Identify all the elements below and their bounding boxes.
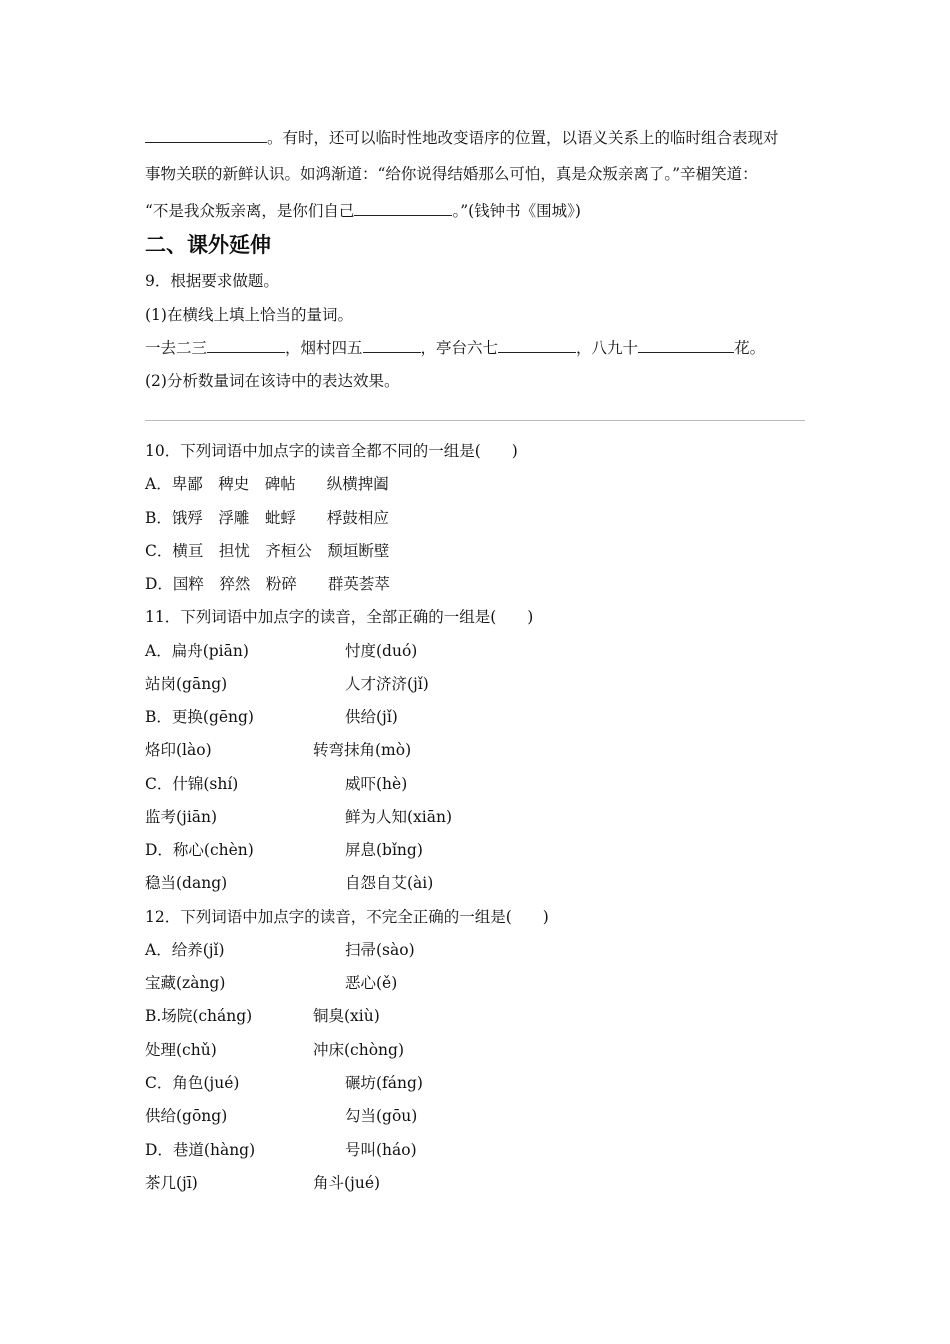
answer-line[interactable] [145, 420, 805, 421]
q11-row: C．什锦(shí) [145, 775, 239, 793]
q12-row: 茶几(jī) [145, 1174, 198, 1192]
q9-stem: 9．根据要求做题。 [145, 272, 279, 290]
q9-poem [145, 338, 765, 358]
q11-row: 人才济济(jǐ) [345, 675, 429, 693]
passage-line-3 [145, 201, 581, 221]
q12-row: 宝藏(zàng) [145, 974, 226, 992]
q10-option-c: C．横亘 担忧 齐桓公 颓垣断壁 [145, 542, 390, 560]
q10-option-d: D．国粹 猝然 粉碎 群英荟萃 [145, 575, 390, 593]
answer-blank[interactable] [363, 338, 421, 353]
q12-row: 号叫(háo) [345, 1141, 417, 1159]
poem-text: 花。 [734, 339, 766, 357]
passage-line-1 [145, 128, 779, 148]
q11-row: A．扁舟(piān) [145, 642, 249, 660]
q11-row: 供给(jǐ) [345, 708, 398, 726]
poem-text: ，烟村四五 [285, 339, 363, 357]
q12-row: 恶心(ě) [345, 974, 398, 992]
answer-blank[interactable] [498, 338, 576, 353]
q12-row: 扫帚(sào) [345, 941, 415, 959]
q11-row: 自怨自艾(ài) [345, 874, 434, 892]
q9-part2: (2)分析数量词在该诗中的表达效果。 [145, 372, 400, 390]
answer-blank[interactable] [145, 128, 267, 143]
q12-row: 勾当(gōu) [345, 1107, 418, 1125]
q11-row: 屏息(bǐng) [345, 841, 423, 859]
q9-part1: (1)在横线上填上恰当的量词。 [145, 306, 353, 324]
passage-line-2: 事物关联的新鲜认识。如鸿渐道：“给你说得结婚那么可怕，真是众叛亲离了。”辛楣笑道： [145, 165, 758, 183]
q11-row: 转弯抹角(mò) [313, 741, 412, 759]
q11-row: 鲜为人知(xiān) [345, 808, 453, 826]
q11-row: 威吓(hè) [345, 775, 408, 793]
q12-row: 碾坊(fáng) [345, 1074, 423, 1092]
answer-blank[interactable] [354, 201, 452, 216]
q11-stem: 11．下列词语中加点字的读音，全部正确的一组是( ) [145, 608, 534, 626]
q12-row: B.场院(cháng) [145, 1007, 253, 1025]
answer-blank[interactable] [638, 338, 734, 353]
q11-row: 忖度(duó) [345, 642, 418, 660]
q11-row: D．称心(chèn) [145, 841, 254, 859]
poem-text: ，八九十 [576, 339, 639, 357]
q11-row: B．更换(gēng) [145, 708, 254, 726]
q12-stem: 12．下列词语中加点字的读音，不完全正确的一组是( ) [145, 908, 549, 926]
q11-row: 站岗(gāng) [145, 675, 228, 693]
q11-row: 监考(jiān) [145, 808, 218, 826]
poem-text: ，亭台六七 [420, 339, 499, 357]
q12-row: 供给(gōng) [145, 1107, 228, 1125]
answer-blank[interactable] [207, 338, 285, 353]
q10-option-b: B．饿殍 浮雕 蚍蜉 桴鼓相应 [145, 509, 389, 527]
passage-text: 。有时，还可以临时性地改变语序的位置，以语义关系上的临时组合表现对 [267, 129, 779, 147]
q12-row: 处理(chǔ) [145, 1041, 217, 1059]
passage-text: “不是我众叛亲离，是你们自己 [145, 202, 355, 220]
poem-text: 一去二三 [145, 339, 208, 357]
section-heading: 二、课外延伸 [145, 233, 271, 257]
q11-row: 烙印(lào) [145, 741, 212, 759]
q12-row: A．给养(jǐ) [145, 941, 225, 959]
q12-row: C．角色(jué) [145, 1074, 240, 1092]
q12-row: 铜臭(xiù) [313, 1007, 380, 1025]
q10-stem: 10．下列词语中加点字的读音全都不同的一组是( ) [145, 442, 518, 460]
q12-row: 角斗(jué) [313, 1174, 381, 1192]
q12-row: 冲床(chòng) [313, 1041, 404, 1059]
passage-text: 。”(钱钟书《围城》) [452, 202, 581, 220]
q12-row: D．巷道(hàng) [145, 1141, 256, 1159]
q11-row: 稳当(dang) [145, 874, 228, 892]
q10-option-a: A．卑鄙 稗史 碑帖 纵横捭阖 [145, 475, 389, 493]
